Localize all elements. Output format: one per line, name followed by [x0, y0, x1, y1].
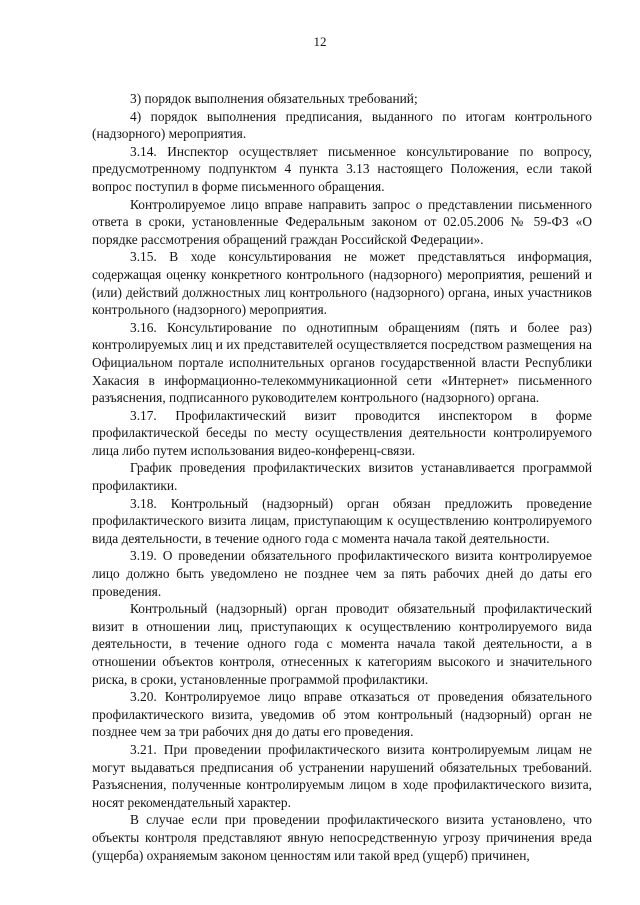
paragraph-list-item-3: 3) порядок выполнения обязательных требований; — [130, 91, 418, 106]
paragraph-3-16: 3.16. Консультирование по однотипным обращениям (пять и более раз) контролируемых лиц и их представителей осуществляется посредством размещения на Официальном портале исполнительных органов государственной власти Республики Хакасия в информационно-телекоммуникационной сети «Интернет» письменного разъяснения, подписанного руководителем контрольного (надзорного) органа. — [92, 319, 592, 406]
paragraph-3-18: 3.18. Контрольный (надзорный) орган обязан предложить проведение профилактического визита лицам, приступающим к осуществлению контролируемого вида деятельности, в течение одного года с момента начала такой деятельности. — [92, 495, 592, 546]
paragraph-written-response: Контролируемое лицо вправе направить запрос о представлении письменного ответа в сроки, установленные Федеральным законом от 02.05.2006 № 59-ФЗ «О порядке рассмотрения обращений граждан Российской Федерации». — [92, 196, 592, 247]
paragraph-3-15: 3.15. В ходе консультирования не может представляться информация, содержащая оценку конкретного контрольного (надзорного) мероприятия, решений и (или) действий должностных лиц контрольного (надзорного) органа, иных участников контрольного (надзорного) мероприятия. — [92, 249, 592, 318]
paragraph-3-21: 3.21. При проведении профилактического визита контролируемым лицам не могут выдаваться предписания об устранении нарушений обязательных требований. Разъяснения, полученные контролируемым лицом в ходе профилактического визита, носят рекомендательный характер. — [92, 741, 592, 810]
paragraph-3-14: 3.14. Инспектор осуществляет письменное консультирование по вопросу, предусмотренному подпунктом 4 пункта 3.13 настоящего Положения, если такой вопрос поступил в форме письменного обращения. — [92, 143, 592, 194]
paragraph-3-17: 3.17. Профилактический визит проводится инспектором в форме профилактической беседы по месту осуществления деятельности контролируемого лица либо путем использования видео-конференц-связи. — [92, 407, 592, 458]
paragraph-list-item-4: 4) порядок выполнения предписания, выданного по итогам контрольного (надзорного) мероприятия. — [92, 108, 592, 142]
paragraph-threat-case: В случае если при проведении профилактического визита установлено, что объекты контроля представляют явную непосредственную угрозу причинения вреда (ущерба) охраняемым законом ценностям или такой вред (ущерб) причинен, — [92, 812, 592, 863]
page-number: 12 — [313, 34, 327, 49]
paragraph-visit-schedule: График проведения профилактических визитов устанавливается программой профилактики. — [92, 460, 592, 494]
paragraph-mandatory-visit: Контрольный (надзорный) орган проводит обязательный профилактический визит в отношении лиц, приступающих к осуществлению контролируемого вида деятельности, в течение одного года с момента начала такой деятельности, а в отношении объектов контроля, отнесенных к категориям высокого и значительного риска, в сроки, установленные программой профилактики. — [92, 601, 592, 687]
paragraph-3-19: 3.19. О проведении обязательного профилактического визита контролируемое лицо должно быть уведомлено не позднее чем за пять рабочих дней до даты его проведения. — [92, 548, 592, 599]
document-body — [92, 90, 592, 864]
paragraph-3-20: 3.20. Контролируемое лицо вправе отказаться от проведения обязательного профилактического визита, уведомив об этом контрольный (надзорный) орган не позднее чем за три рабочих дня до даты его проведения. — [92, 689, 592, 740]
